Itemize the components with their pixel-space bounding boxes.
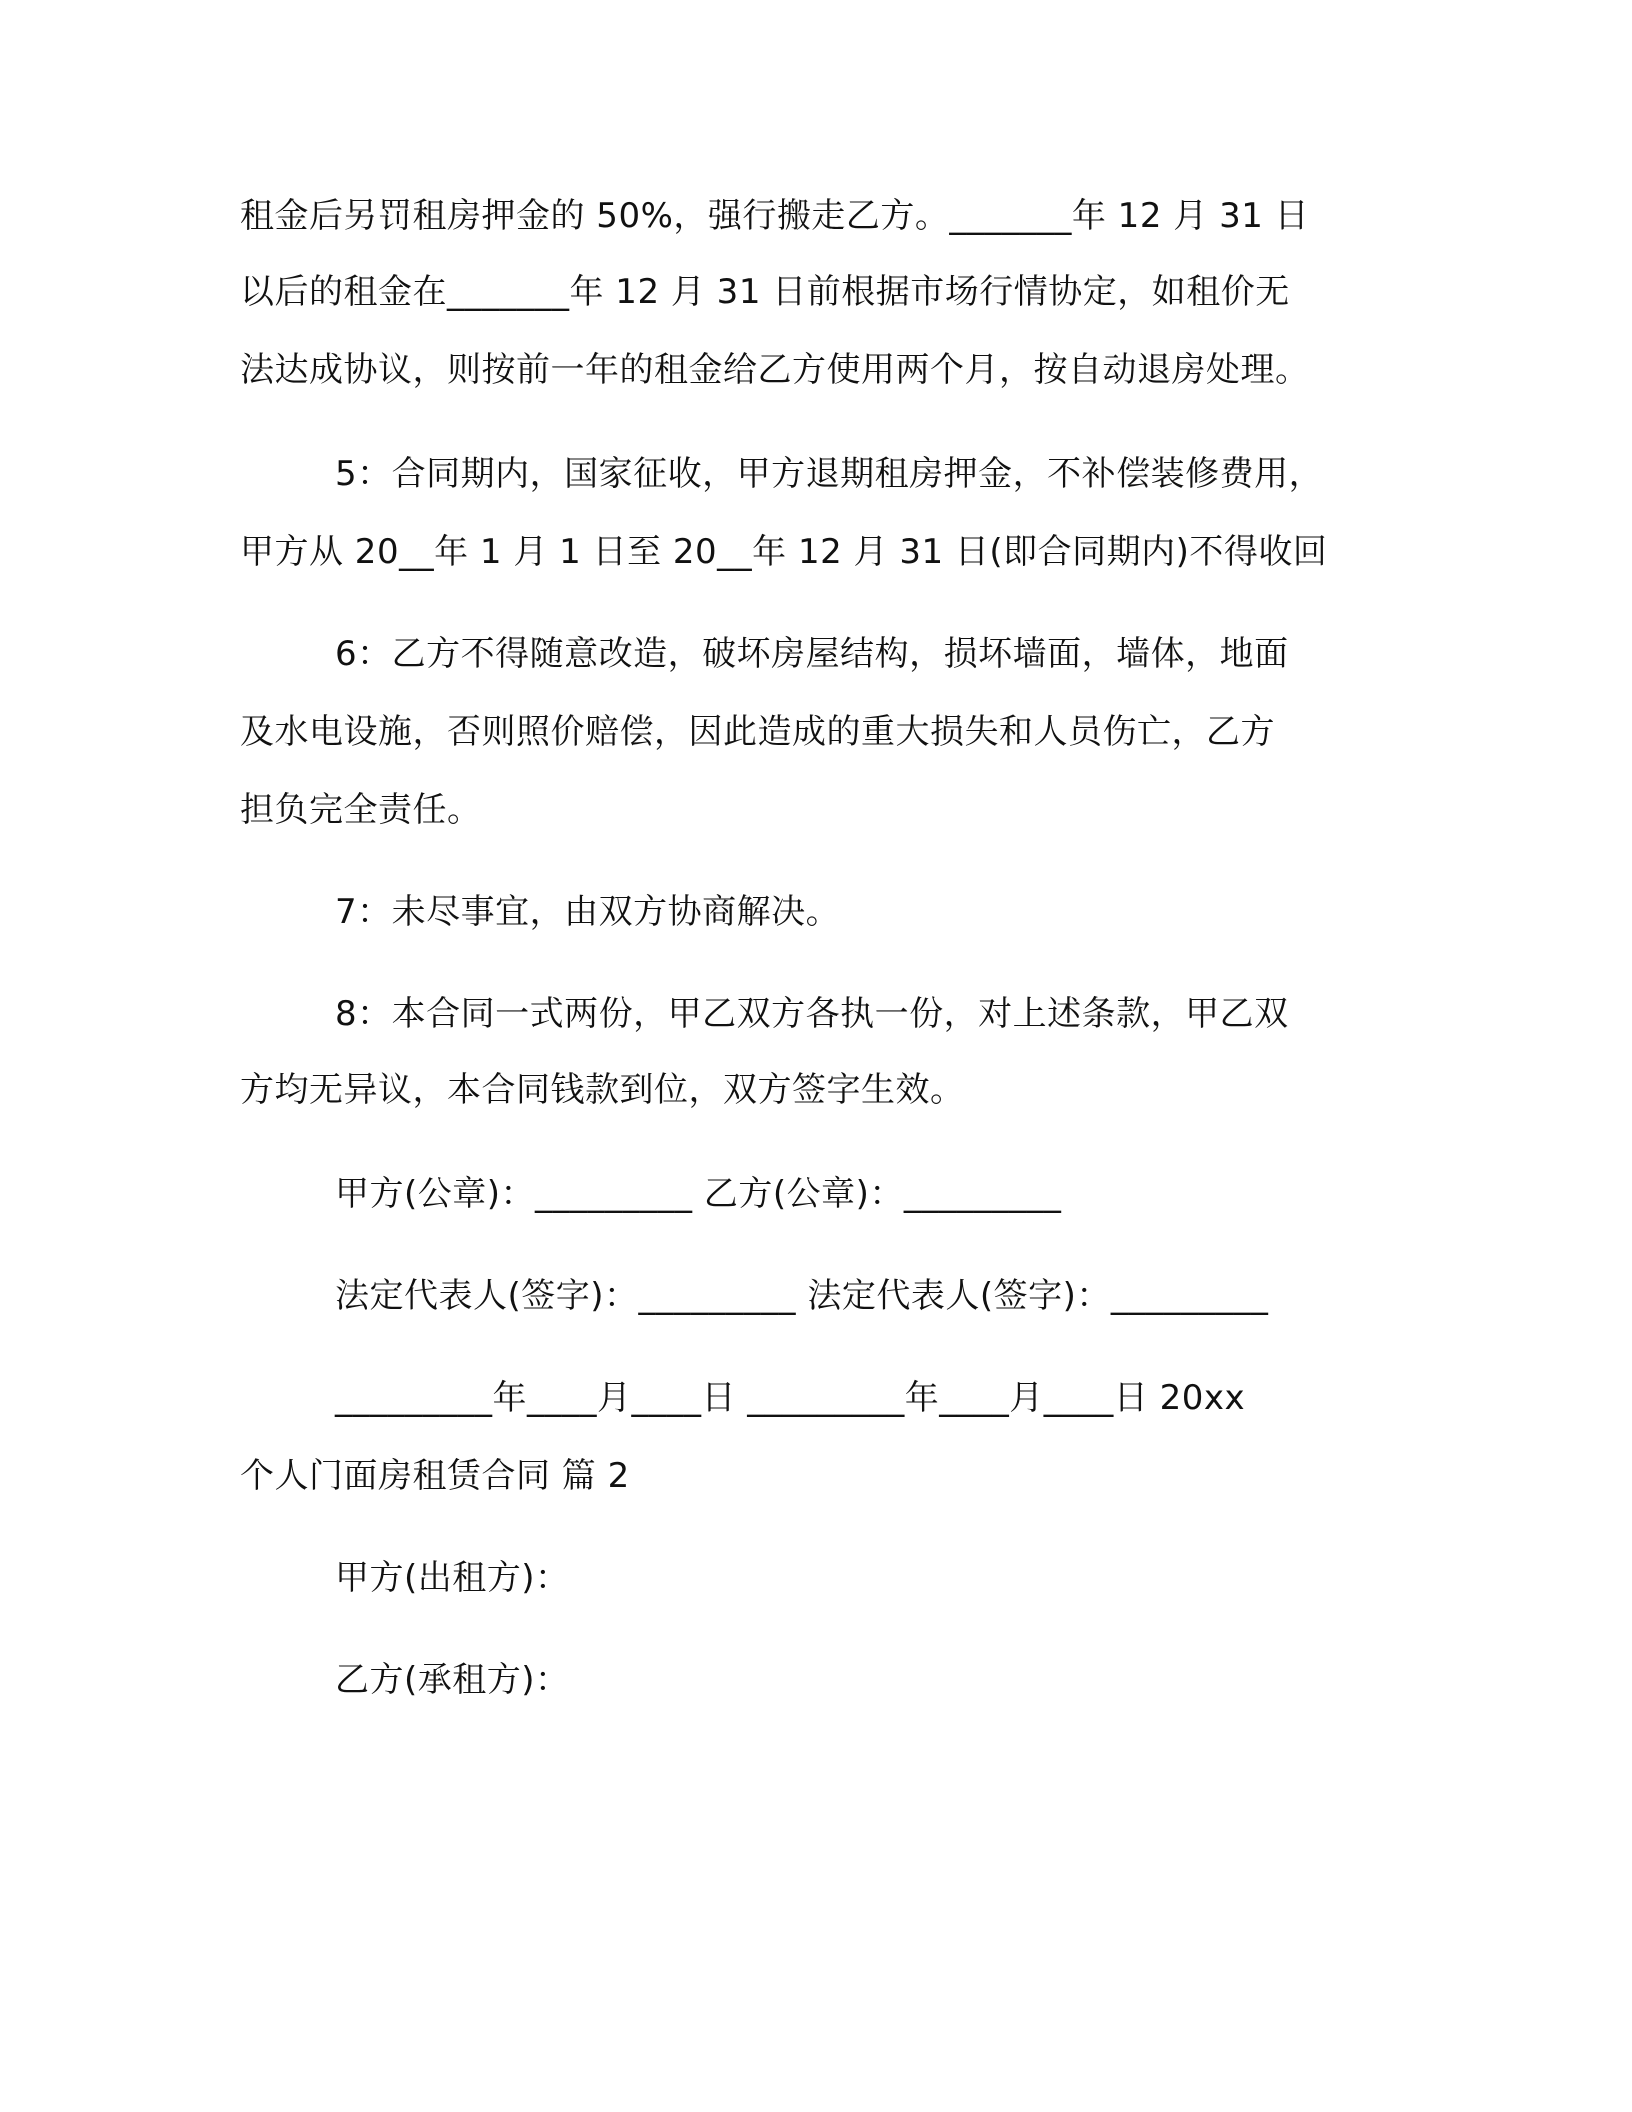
representative-signature-line: 法定代表人(签字)：_________ 法定代表人(签字)：_________	[335, 1276, 1269, 1316]
clause-6-line: 6：乙方不得随意改造，破坏房屋结构，损坏墙面，墙体，地面	[335, 634, 1289, 674]
date-line: _________年____月____日 _________年____月____日 20xx	[335, 1378, 1246, 1418]
section-title: 个人门面房租赁合同 篇 2	[240, 1456, 630, 1496]
text-line: 以后的租金在_______年 12 月 31 日前根据市场行情协定，如租价无	[240, 272, 1290, 312]
text-line: 方均无异议，本合同钱款到位，双方签字生效。	[240, 1070, 965, 1110]
text-line: 甲方从 20__年 1 月 1 日至 20__年 12 月 31 日(即合同期内)不得收回	[240, 532, 1328, 572]
party-b-line: 乙方(承租方)：	[335, 1660, 570, 1700]
clause-7-line: 7：未尽事宜，由双方协商解决。	[335, 892, 841, 932]
party-a-line: 甲方(出租方)：	[335, 1558, 570, 1598]
text-line: 及水电设施，否则照价赔偿，因此造成的重大损失和人员伤亡，乙方	[240, 712, 1275, 752]
clause-5-line: 5：合同期内，国家征收，甲方退期租房押金，不补偿装修费用，	[335, 454, 1324, 494]
seal-signature-line: 甲方(公章)：_________ 乙方(公章)：_________	[335, 1174, 1062, 1214]
text-line: 法达成协议，则按前一年的租金给乙方使用两个月，按自动退房处理。	[240, 350, 1310, 390]
clause-8-line: 8：本合同一式两份，甲乙双方各执一份，对上述条款，甲乙双	[335, 994, 1289, 1034]
text-line: 担负完全责任。	[240, 790, 482, 830]
text-line: 租金后另罚租房押金的 50%，强行搬走乙方。_______年 12 月 31 日	[240, 196, 1310, 236]
